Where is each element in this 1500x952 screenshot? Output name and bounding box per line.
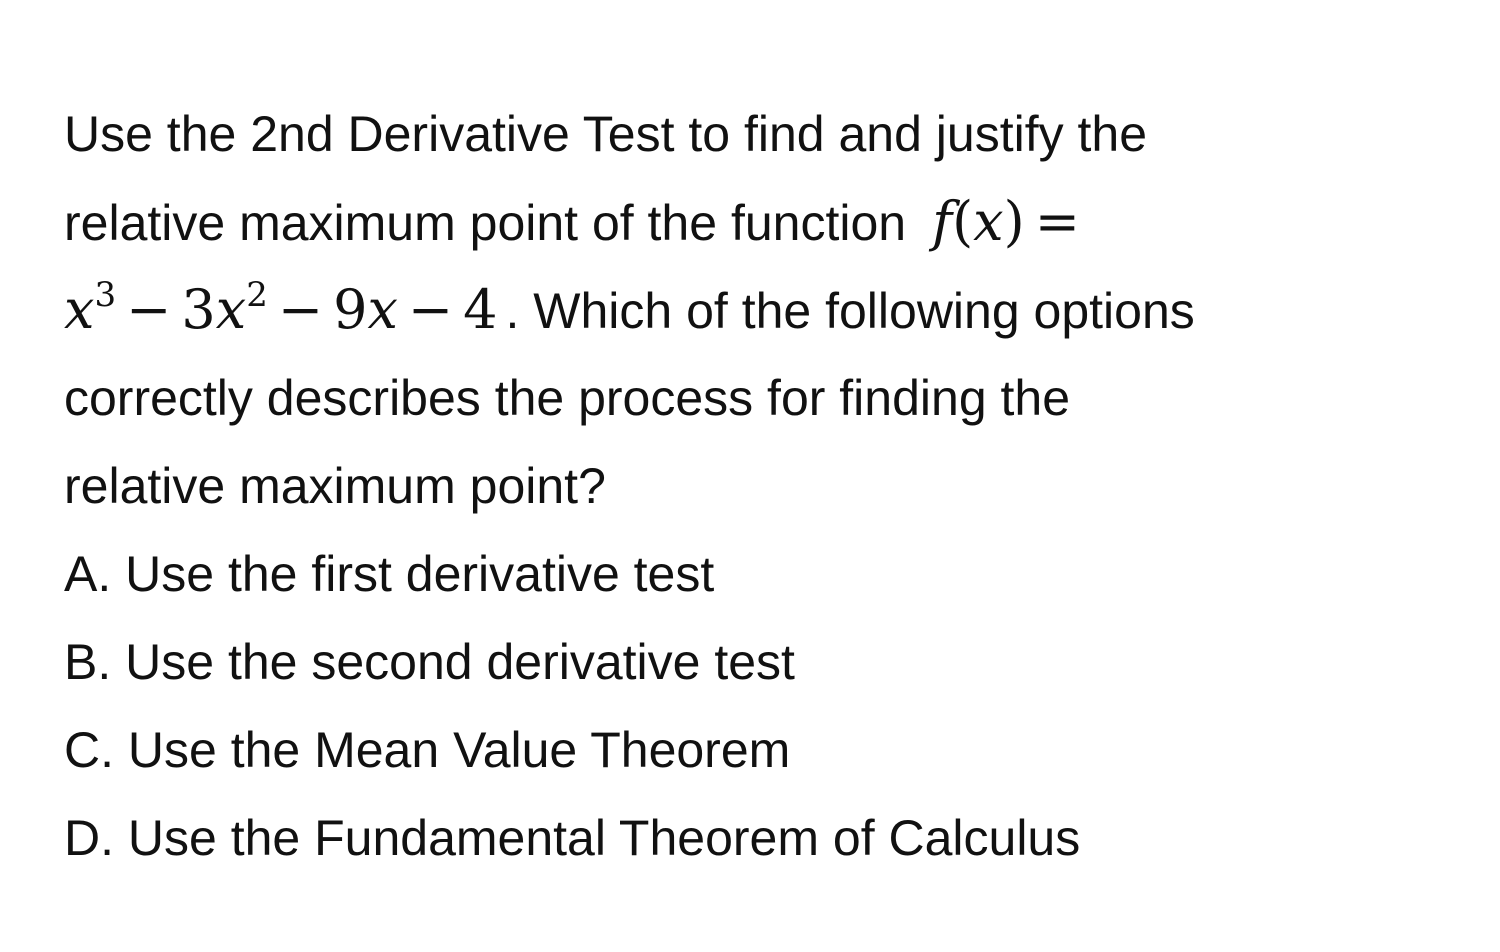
question-text-function-intro: relative maximum point of the function — [64, 195, 907, 251]
function-expression: $x^3 - 3x^2 - 9x - 4$ — [64, 275, 498, 341]
question-text-tail: . Which of the following options — [505, 283, 1195, 339]
option-d[interactable]: D. Use the Fundamental Theorem of Calculus — [64, 810, 1081, 866]
question-block — [64, 90, 1444, 882]
question-line-5: relative maximum point? — [64, 458, 606, 514]
question-line-2 — [64, 178, 1444, 266]
option-a[interactable]: A. Use the first derivative test — [64, 546, 715, 602]
function-definition: f(x) = — [932, 190, 1080, 253]
option-b[interactable]: B. Use the second derivative test — [64, 634, 795, 690]
question-line-1: Use the 2nd Derivative Test to find and justify the — [64, 106, 1148, 162]
option-c[interactable]: C. Use the Mean Value Theorem — [64, 722, 791, 778]
question-line-3 — [64, 266, 1444, 354]
question-line-4: correctly describes the process for finding the — [64, 370, 1071, 426]
